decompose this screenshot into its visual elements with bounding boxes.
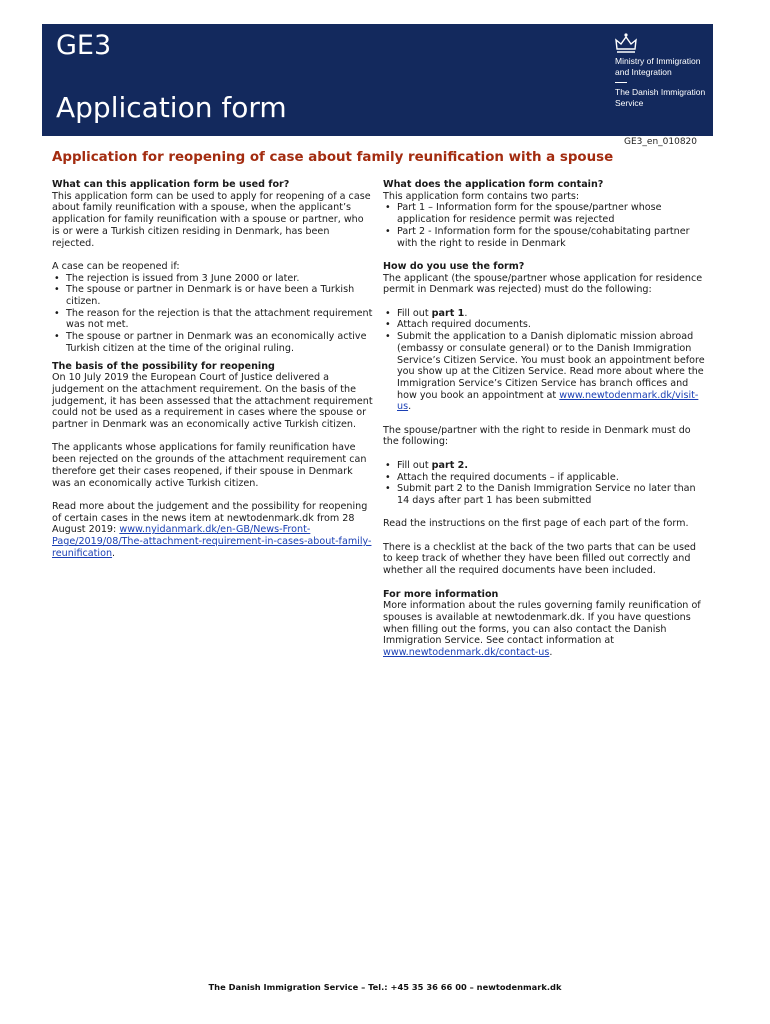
- link-suffix: .: [112, 547, 116, 559]
- read-more-paragraph: [52, 501, 374, 560]
- agency-name: The Danish Immigration Service: [615, 87, 706, 108]
- page-footer: The Danish Immigration Service – Tel.: +45 35 36 66 00 – newtodenmark.dk: [208, 982, 562, 992]
- more-info-paragraph: More information about the rules governing family reunification of spouses is available at newtodenmark.dk. If you have questions when filling out the forms, you can also contact the Danish Immigration Service. See contact information at www.newtodenmark.dk/contact-us.: [383, 600, 701, 659]
- usage-paragraph: The applicant (the spouse/partner whose application for residence permit in Denmark was rejected) must do the following:: [383, 272, 703, 296]
- section-heading-more-info: For more information: [383, 588, 499, 600]
- section-heading-usage: How do you use the form?: [383, 260, 525, 272]
- partner-intro: The spouse/partner with the right to reside in Denmark must do the following:: [383, 424, 691, 448]
- contact-us-link[interactable]: www.newtodenmark.dk/contact-us: [383, 647, 550, 659]
- page-title: Application for reopening of case about family reunification with a spouse: [52, 150, 614, 165]
- reopen-intro: A case can be reopened if:: [52, 260, 180, 272]
- list-item: • The rejection is issued from 3 June 2000 or later.: [66, 273, 374, 285]
- list-item: • Submit part 2 to the Danish Immigration Service no later than 14 days after part 1 has been submitted: [397, 483, 708, 506]
- news-link[interactable]: www.nyidanmark.dk/en-GB/News-Front-Page/2019/08/The-attachment-requirement-in-cases-about-family-reunification: [52, 524, 372, 559]
- list-item: • Submit the application to a Danish diplomatic mission abroad (embassy or consulate general) or to the Danish Immigration Service’s Citizen Service. You must book an appointment before you show up at the Citizen Service. Read more about where the Immigration Service’s Citizen Service has branch offices and how you book an appointment at www.newtodenmark.dk/visit-us.: [397, 331, 708, 413]
- list-item: • Attach required documents.: [397, 319, 708, 331]
- instructions-paragraph: Read the instructions on the first page of each part of the form.: [383, 518, 689, 530]
- list-item: • Part 2 - Information form for the spouse/cohabitating partner with the right to reside in Denmark: [397, 226, 708, 249]
- list-item: • The spouse or partner in Denmark was an economically active Turkish citizen at the time of the original ruling.: [66, 331, 374, 354]
- read-more-text: Read more about the judgement and the possibility for reopening of certain cases in the news item at newtodenmark.dk from 28 August 2019:: [52, 500, 368, 536]
- list-item: • The spouse or partner in Denmark is or have been a Turkish citizen.: [66, 284, 374, 307]
- reopen-conditions-list: [52, 273, 374, 355]
- applicant-steps-list: [383, 308, 708, 413]
- form-type: Application form: [56, 91, 287, 124]
- form-reference: GE3_en_010820: [624, 137, 697, 147]
- header-banner: [42, 24, 713, 136]
- form-code: GE3: [56, 30, 112, 61]
- crown-icon: [613, 33, 639, 55]
- section-heading-purpose: What can this application form be used for?: [52, 179, 290, 190]
- ministry-name: Ministry of Immigration and Integration: [615, 56, 701, 77]
- list-item: • Fill out part 2.: [397, 460, 708, 472]
- section-heading-contents: What does the application form contain?: [383, 179, 604, 190]
- list-item: • Attach the required documents – if applicable.: [397, 472, 708, 484]
- section-heading-basis: The basis of the possibility for reopening: [52, 360, 275, 372]
- right-column: [383, 179, 708, 659]
- partner-steps-list: [383, 460, 708, 507]
- applicants-paragraph: The applicants whose applications for family reunification have been rejected on the grounds of the attachment requirement can therefore get their cases reopened, if their spouse in Denmark was an economically active Turkish citizen.: [52, 442, 367, 489]
- checklist-paragraph: There is a checklist at the back of the two parts that can be used to keep track of whether they have been filled out correctly and whether all the required documents have been included.: [383, 541, 697, 577]
- logo-divider: [615, 82, 627, 83]
- left-column: [52, 179, 374, 559]
- contents-paragraph: This application form contains two parts:: [383, 190, 580, 202]
- parts-list: [383, 202, 708, 249]
- list-item: • Fill out part 1.: [397, 308, 708, 320]
- visit-us-link[interactable]: www.newtodenmark.dk/visit-us: [397, 389, 699, 413]
- list-item: • The reason for the rejection is that the attachment requirement was not met.: [66, 308, 374, 331]
- basis-paragraph: On 10 July 2019 the European Court of Justice delivered a judgement on the attachment requirement. On the basis of the judgement, it has been assessed that the attachment requirement could not be used as a requirement in cases where the spouse or partner in Denmark was an economically active Turkish citizen.: [52, 372, 373, 431]
- list-item: • Part 1 – Information form for the spouse/partner whose application for residence permit was rejected: [397, 202, 708, 225]
- purpose-paragraph: This application form can be used to apply for reopening of a case about family reunification with a spouse, when the applicant’s application for family reunification with a spouse or partner, who is or were a Turkish citizen residing in Denmark, has been rejected.: [52, 190, 371, 249]
